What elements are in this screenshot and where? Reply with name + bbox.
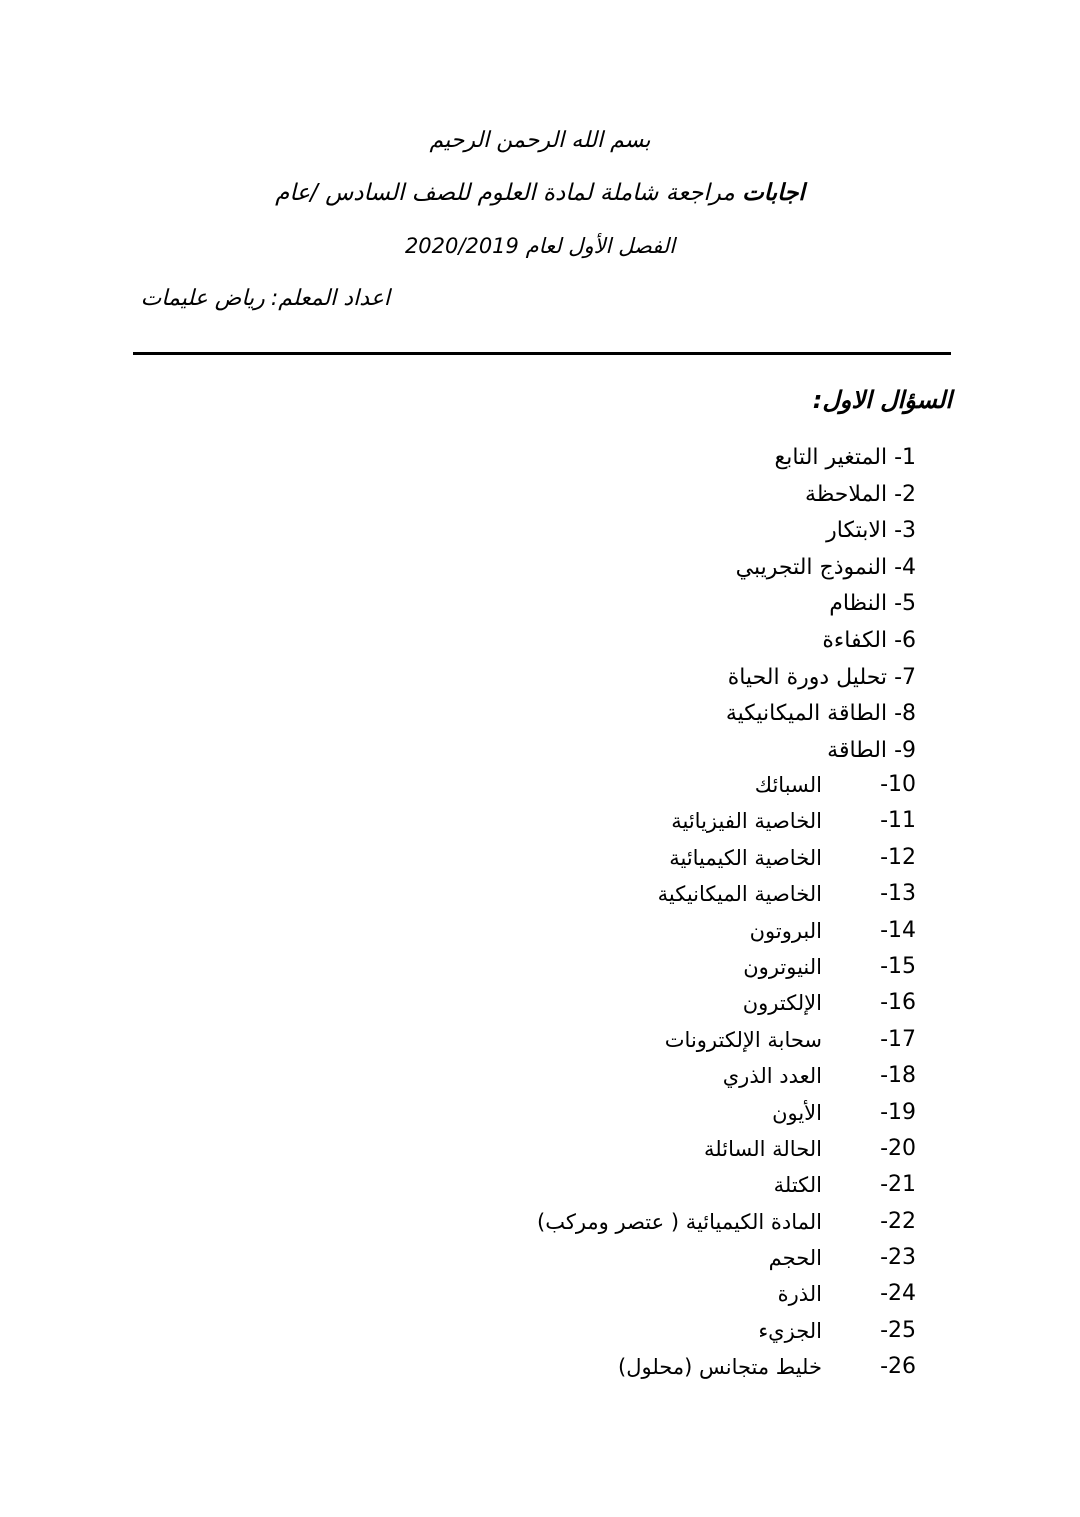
answer-text: الخاصية الكيميائية: [669, 845, 822, 870]
answer-text: البروتون: [749, 918, 822, 943]
answer-text: الكتلة: [773, 1173, 822, 1198]
answer-item: [537, 803, 916, 839]
answer-text: المادة الكيميائية ( عتصر ومركب): [537, 1209, 822, 1234]
answer-number: -3: [894, 518, 916, 544]
answer-text: الأيون: [772, 1100, 822, 1125]
answer-item: [537, 1349, 916, 1385]
semester-prefix: الفصل الأول لعام: [518, 234, 676, 258]
answer-text: السبائك: [754, 773, 822, 797]
answer-text: الحالة السائلة: [704, 1136, 822, 1161]
answer-number: -10: [880, 772, 916, 797]
answer-list-part2: [537, 767, 916, 1386]
answer-number: -13: [880, 881, 916, 907]
answer-text: الطاقة الميكانيكية: [725, 701, 888, 727]
answer-item: [537, 913, 916, 949]
answer-text: الملاحظة: [804, 481, 888, 507]
answer-number: -22: [880, 1208, 916, 1234]
answer-number: -5: [894, 591, 916, 617]
title-rest: مراجعة شاملة لمادة العلوم للصف السادس /عام: [275, 180, 743, 206]
author-name: رياض عليمات: [140, 286, 265, 311]
answer-text: النظام: [829, 591, 888, 617]
answer-text: الإلكترون: [742, 991, 822, 1016]
answer-item: [537, 767, 916, 803]
answer-text: الكفاءة: [822, 627, 888, 653]
author-line: [141, 286, 390, 311]
answer-item: [537, 949, 916, 985]
answer-number: -18: [880, 1063, 916, 1089]
semester-year: 2020/2019: [404, 234, 519, 258]
answer-item: [537, 1204, 916, 1240]
answer-number: -9: [894, 737, 916, 763]
answer-item: [537, 1022, 916, 1058]
answer-text: الخاصية الفيزيائية: [671, 809, 822, 834]
answer-number: -11: [880, 808, 916, 834]
answer-text: النيوترون: [743, 954, 822, 979]
answer-number: -12: [880, 844, 916, 870]
document-title: [0, 180, 1080, 206]
answer-item: [726, 477, 916, 514]
answer-text: الحجم: [768, 1246, 822, 1271]
answer-number: -23: [880, 1245, 916, 1271]
answer-number: -6: [894, 627, 916, 653]
answer-text: الذرة: [777, 1282, 822, 1307]
answer-number: -21: [880, 1172, 916, 1198]
answer-text: تحليل دورة الحياة: [727, 664, 888, 690]
answer-number: -19: [880, 1099, 916, 1125]
answer-item: [537, 1313, 916, 1349]
answer-item: [726, 440, 916, 477]
answer-item: [537, 1167, 916, 1203]
answer-text: الجزيء: [758, 1318, 822, 1343]
answer-number: -7: [894, 664, 916, 690]
answer-item: [537, 1131, 916, 1167]
answer-item: [537, 1058, 916, 1094]
answer-item: [726, 696, 916, 733]
answer-number: -1: [894, 445, 916, 470]
answer-number: -4: [894, 554, 916, 580]
answer-text: الخاصية الميكانيكية: [657, 882, 822, 907]
question-heading: السؤال الاول:: [812, 386, 952, 414]
answer-number: -15: [880, 953, 916, 979]
answer-list-part1: [726, 440, 916, 769]
answer-item: [537, 876, 916, 912]
author-label: اعداد المعلم:: [270, 286, 390, 311]
answer-item: [726, 623, 916, 660]
answer-text: الطاقة: [827, 737, 888, 763]
answer-text: المتغير التابع: [774, 445, 888, 470]
answer-item: [726, 660, 916, 697]
answer-number: -26: [880, 1354, 916, 1380]
answer-item: [537, 1276, 916, 1312]
answer-number: -14: [880, 917, 916, 943]
answer-text: العدد الذري: [722, 1064, 822, 1089]
answer-item: [537, 1240, 916, 1276]
answer-number: -8: [894, 701, 916, 727]
semester-line: [0, 234, 1080, 258]
answer-item: [726, 733, 916, 770]
answer-text: سحابة الإلكترونات: [664, 1027, 822, 1052]
title-bold-word: اجابات: [742, 180, 805, 206]
horizontal-divider: [133, 352, 951, 355]
answer-number: -17: [880, 1026, 916, 1052]
answer-number: -20: [880, 1135, 916, 1161]
answer-item: [537, 1095, 916, 1131]
answer-item: [726, 586, 916, 623]
answer-item: [537, 985, 916, 1021]
answer-item: [726, 550, 916, 587]
answer-item: [726, 513, 916, 550]
answer-text: الابتكار: [826, 518, 888, 544]
answer-text: خليط متجانس (محلول): [618, 1355, 822, 1380]
answer-item: [537, 840, 916, 876]
answer-number: -25: [880, 1317, 916, 1343]
answer-number: -24: [880, 1281, 916, 1307]
answer-number: -2: [894, 481, 916, 507]
basmala: بسم الله الرحمن الرحيم: [429, 128, 651, 153]
answer-number: -16: [880, 990, 916, 1016]
answer-text: النموذج التجريبي: [735, 554, 888, 580]
